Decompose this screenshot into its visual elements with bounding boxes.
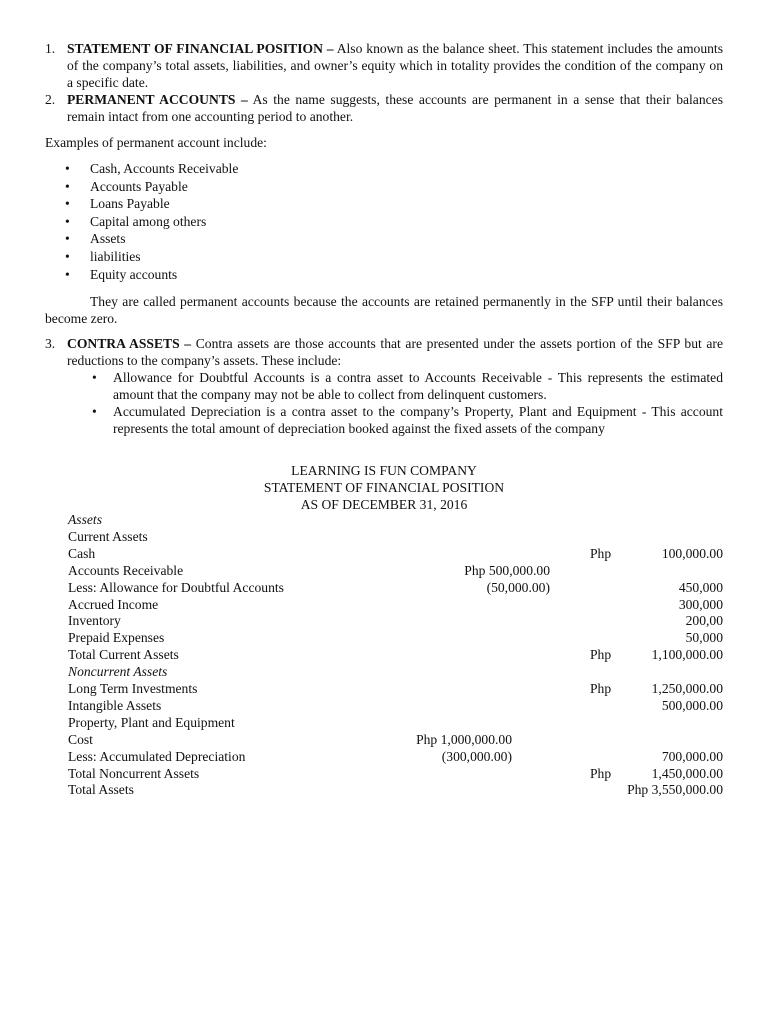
list-item: • Accounts Payable — [65, 178, 188, 194]
row-label: Accounts Receivable — [68, 562, 184, 578]
table-row — [0, 646, 768, 663]
row-label: Less: Accumulated Depreciation — [68, 748, 246, 764]
table-row — [0, 663, 768, 680]
row-label: Accrued Income — [68, 596, 159, 612]
bullet-icon: • — [92, 404, 97, 419]
list-item: • Assets — [65, 231, 126, 247]
bullet-icon: • — [92, 370, 97, 385]
row-currency: Php — [590, 765, 612, 781]
definition-text: As the name suggests, these accounts are permanent in a sense that their balances remain intact from one accounting period to another. — [67, 92, 723, 124]
bullet-icon: • — [65, 231, 70, 247]
table-row — [0, 545, 768, 562]
row-label: Long Term Investments — [68, 681, 198, 696]
list-item: • Accumulated Depreciation is a contra asset to the company’s Property, Plant and Equipment - This account represents the total amount of depreciation booked against the fixed assets of the company — [92, 404, 723, 436]
row-amount: 300,000 — [678, 596, 723, 612]
bullet-icon: • — [65, 213, 70, 229]
definition-term: PERMANENT ACCOUNTS – — [67, 92, 248, 107]
row-label: Total Assets — [68, 782, 134, 798]
bullet-icon: • — [65, 161, 70, 176]
item-number: 1. — [45, 41, 56, 56]
table-row — [0, 697, 768, 714]
row-subamount: Php 1,000,000.00 — [416, 731, 512, 747]
definition-text: Contra assets are those accounts that are presented under the assets portion of the SFP but are reductions to the company’s assets. These include: — [67, 336, 723, 368]
table-row — [0, 714, 768, 731]
statement-date: AS OF DECEMBER 31, 2016 — [300, 497, 468, 512]
item-number: 2. — [45, 92, 56, 107]
definition-body — [67, 91, 723, 125]
table-row — [0, 579, 768, 596]
row-amount: 200,00 — [685, 613, 723, 629]
definition-text: Also known as the balance sheet. This statement includes the amounts of the company’s total assets, liabilities, and owner’s equity which in totality provides the condition of the company on a specific date. — [67, 41, 723, 90]
row-label: Total Current Assets — [68, 647, 179, 663]
definition-term: STATEMENT OF FINANCIAL POSITION – — [67, 41, 334, 56]
table-row — [0, 562, 768, 579]
list-item: • Cash, Accounts Receivable — [65, 161, 239, 176]
table-row — [0, 781, 768, 798]
row-subamount: (300,000.00) — [441, 748, 512, 764]
row-label: Assets — [68, 512, 102, 527]
row-label: Cash — [68, 545, 96, 561]
row-label: Less: Allowance for Doubtful Accounts — [68, 579, 284, 595]
list-item: • Capital among others — [65, 213, 207, 229]
row-currency: Php — [590, 647, 612, 663]
table-row — [0, 528, 768, 545]
examples-intro: Examples of permanent account include: — [45, 135, 267, 150]
bullet-icon: • — [65, 248, 70, 264]
definition-permanent-accounts — [45, 91, 723, 125]
row-currency: Php — [590, 681, 612, 696]
table-row — [0, 511, 768, 528]
row-label: Total Noncurrent Assets — [68, 765, 200, 781]
row-label: Cost — [68, 731, 93, 747]
table-row — [0, 731, 768, 748]
row-amount: 1,100,000.00 — [651, 647, 723, 663]
table-row — [0, 765, 768, 782]
statement-company: LEARNING IS FUN COMPANY — [291, 463, 477, 478]
row-subamount: (50,000.00) — [486, 579, 550, 595]
table-row — [0, 629, 768, 646]
bullet-icon: • — [65, 178, 70, 194]
definition-body — [67, 335, 723, 437]
table-row — [0, 680, 768, 697]
contra-list — [67, 369, 723, 437]
row-amount: Php 3,550,000.00 — [627, 782, 723, 798]
row-amount: 700,000.00 — [661, 748, 723, 764]
table-row — [0, 596, 768, 613]
statement-title: STATEMENT OF FINANCIAL POSITION — [263, 480, 505, 495]
examples-list — [45, 160, 238, 283]
bullet-icon: • — [65, 266, 70, 282]
row-label: Noncurrent Assets — [68, 664, 168, 680]
row-amount: 50,000 — [685, 630, 723, 646]
row-currency: Php — [590, 545, 612, 561]
row-subamount: Php 500,000.00 — [464, 562, 550, 578]
row-amount: 500,000.00 — [661, 697, 723, 713]
row-label: Inventory — [68, 613, 121, 629]
table-row — [0, 748, 768, 765]
definition-body — [67, 40, 723, 91]
list-item: • Loans Payable — [65, 196, 170, 212]
row-amount: 1,250,000.00 — [651, 681, 723, 696]
item-number: 3. — [45, 336, 56, 351]
permanent-note: They are called permanent accounts because the accounts are retained permanently in the SFP until their balances become zero. — [45, 294, 723, 326]
row-amount: 100,000.00 — [661, 545, 723, 561]
row-amount: 450,000 — [678, 579, 723, 595]
list-item: • liabilities — [65, 248, 141, 264]
row-label: Prepaid Expenses — [68, 630, 165, 646]
row-label: Current Assets — [68, 528, 148, 544]
row-label: Property, Plant and Equipment — [68, 714, 235, 730]
table-row — [0, 612, 768, 629]
row-amount: 1,450,000.00 — [651, 765, 723, 781]
bullet-icon: • — [65, 196, 70, 212]
list-item: • Allowance for Doubtful Accounts is a contra asset to Accounts Receivable - This represents the estimated amount that the company may not be able to collect from delinquent customers. — [92, 370, 723, 402]
definition-contra-assets — [45, 335, 723, 437]
row-label: Intangible Assets — [68, 697, 162, 713]
definition-term: CONTRA ASSETS – — [67, 336, 192, 351]
definition-sfp — [45, 40, 723, 91]
list-item: • Equity accounts — [65, 266, 178, 282]
